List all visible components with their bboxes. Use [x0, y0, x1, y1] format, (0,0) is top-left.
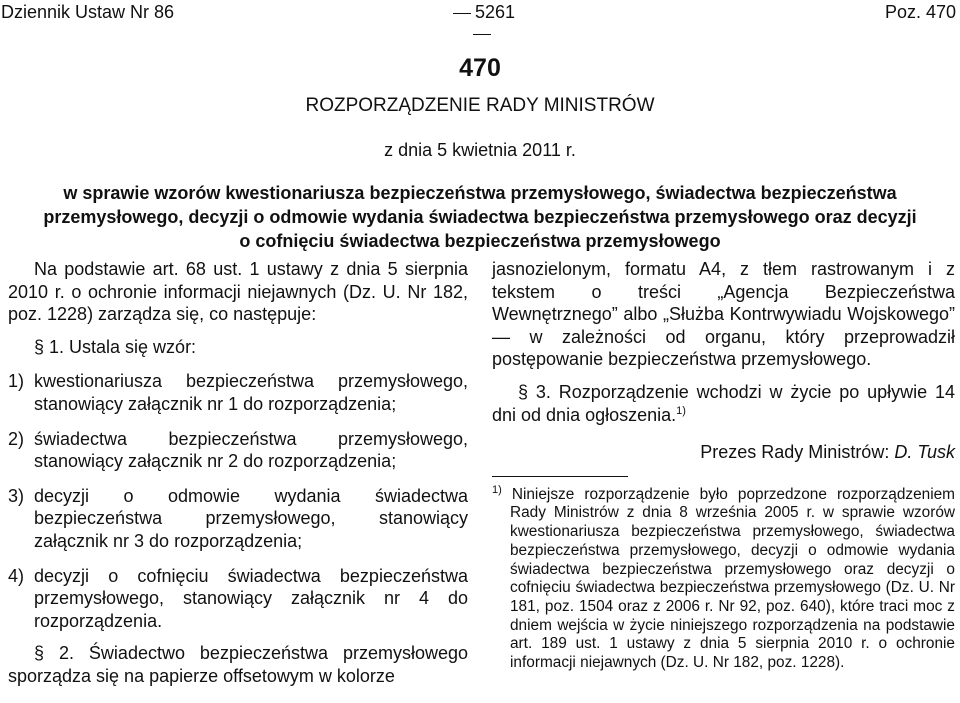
list-item-number: 4): [8, 565, 25, 586]
left-column: [8, 258, 468, 688]
list-item: [8, 565, 468, 633]
section-2-continued: jasnozielonym, formatu A4, z tłem rastrowanym i z tekstem o treści „Agencja Bezpieczeństwa Wewnętrznego” albo „Służba Kontrwywiadu Wojskowego” — w zależności od organu, który przeprowadził postępowanie bezpieczeństwa przemysłowego.: [492, 259, 955, 370]
section-3: [492, 381, 955, 426]
preamble: Na podstawie art. 68 ust. 1 ustawy z dnia 5 sierpnia 2010 r. o ochronie informacji niejawnych (Dz. U. Nr 182, poz. 1228) zarządza się, co następuje:: [8, 259, 468, 325]
signature: [492, 441, 955, 464]
dash-right: [473, 34, 491, 35]
list-item: [8, 428, 468, 473]
page-number: [437, 2, 527, 44]
list-item-text: decyzji o odmowie wydania świadectwa bezpieczeństwa przemysłowego, stanowiący załącznik nr 3 do rozporządzenia;: [34, 485, 468, 551]
dash-left: [453, 13, 471, 14]
list-item-text: decyzji o cofnięciu świadectwa bezpieczeństwa przemysłowego, stanowiący załącznik nr 4 do rozporządzenia.: [34, 565, 468, 631]
position-number: Poz. 470: [884, 2, 956, 22]
list-item-text: kwestionariusza bezpieczeństwa przemysłowego, stanowiący załącznik nr 1 do rozporządzenia;: [34, 371, 468, 414]
list-item-number: 3): [8, 485, 25, 506]
right-column: [492, 258, 955, 673]
list-item-text: świadectwa bezpieczeństwa przemysłowego, stanowiący załącznik nr 2 do rozporządzenia;: [34, 428, 468, 472]
document-number: 470: [459, 54, 501, 82]
signature-name: D. Tusk: [894, 442, 955, 463]
list-item: [8, 370, 468, 415]
footnote: [492, 483, 955, 673]
document-title: ROZPORZĄDZENIE RADY MINISTRÓW: [305, 95, 655, 116]
footnote-reference[interactable]: 1): [676, 404, 686, 417]
list-item-number: 1): [8, 371, 25, 392]
document-date: z dnia 5 kwietnia 2011 r.: [384, 140, 576, 160]
page-number-value: 5261: [474, 2, 516, 22]
journal-name: Dziennik Ustaw Nr 86: [1, 2, 175, 22]
section-1: § 1. Ustala się wzór:: [34, 336, 197, 357]
signature-role: Prezes Rady Ministrów:: [700, 442, 895, 463]
section-2: § 2. Świadectwo bezpieczeństwa przemysłowego sporządza się na papierze offsetowym w kolorze: [8, 643, 468, 686]
document-subject: w sprawie wzorów kwestionariusza bezpieczeństwa przemysłowego, świadectwa bezpieczeństwa przemysłowego, decyzji o odmowie wydania świadectwa bezpieczeństwa przemysłowego oraz decyzji o cofnięciu świadectwa bezpieczeństwa przemysłowego: [43, 183, 917, 251]
footnote-divider: [492, 476, 628, 477]
running-header: [0, 2, 960, 26]
footnote-marker: 1): [492, 483, 502, 496]
list-item: [8, 485, 468, 553]
footnote-text: Niniejsze rozporządzenie było poprzedzone rozporządzeniem Rady Ministrów z dnia 8 września 2005 r. w sprawie wzorów kwestionariusza bezpieczeństwa przemysłowego, świadectwa bezpieczeństwa przemysłowego, decyzji o odmowie wydania świadectwa bezpieczeństwa przemysłowego oraz decyzji o cofnięciu świadectwa bezpieczeństwa przemysłowego (Dz. U. Nr 181, poz. 1504 oraz z 2006 r. Nr 92, poz. 640), które traci moc z dniem wejścia w życie niniejszego rozporządzenia na podstawie art. 189 ust. 1 ustawy z dnia 5 sierpnia 2010 r. o ochronie informacji niejawnych (Dz. U. Nr 182, poz. 1228).: [510, 485, 955, 672]
section-3-text: § 3. Rozporządzenie wchodzi w życie po upływie 14 dni od dnia ogłoszenia.: [492, 381, 955, 425]
list-item-number: 2): [8, 428, 25, 449]
